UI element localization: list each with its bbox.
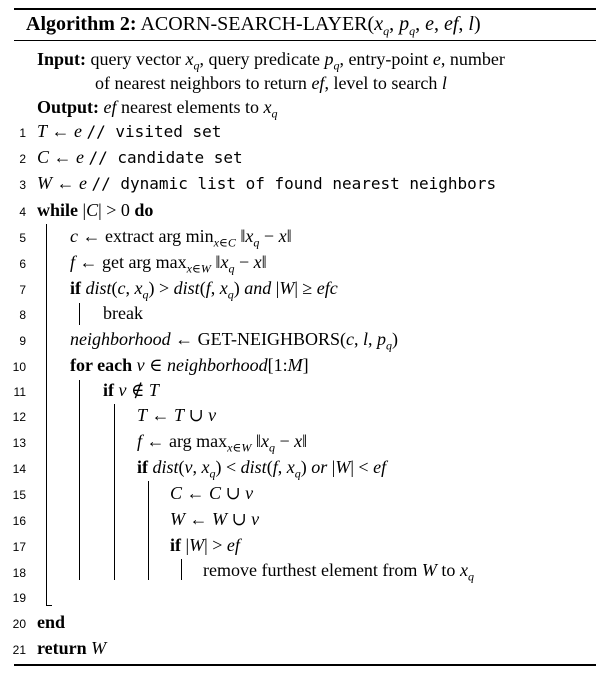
input-label: Input: [37,49,87,69]
top-rule [14,8,596,10]
algorithm-args: ($x_q$, $p_q$, e, ef, l) [367,13,481,38]
line-number: 17 [12,540,26,554]
input-line-2 [95,73,447,94]
code-line-5: c ← extract arg $\min_{x\in C}$ $‖x_q$ − x‖ [70,226,292,250]
code-line-9: neighborhood ← GET-NEIGHBORS(c, l, $p_q$) [70,329,399,353]
line-number: 2 [19,152,26,166]
code-line-12: T ← T ∪ v [137,405,217,425]
line-number: 21 [12,643,26,657]
line-number: 7 [19,283,26,297]
line-number: 18 [12,566,26,580]
line-number: 10 [12,360,26,374]
if-visited-block-bar [114,404,115,580]
algorithm-caption [26,13,481,39]
code-line-4: while |C| > 0 do [37,200,154,220]
code-line-7: if dist(c, $x_q$) > dist(f, $x_q$) and |W| ≥ efc [70,278,338,302]
line-number: 5 [19,231,26,245]
if-overflow-block-bar [181,559,182,580]
line-number: 8 [19,308,26,322]
algorithm-label: Algorithm 2: [26,13,137,35]
output-line [37,97,277,122]
code-line-15: C ← C ∪ v [170,483,254,503]
code-line-10: for each v ∈ neighborhood[1:M] [70,355,309,375]
if-break-block-bar [79,303,80,325]
caption-rule [14,40,596,41]
code-line-14: if dist(v, $x_q$) < dist(f, $x_q$) or |W| < ef [137,457,387,481]
code-line-17: if |W| > ef [170,535,240,555]
algorithm-name: ACORN-SEARCH-LAYER [140,13,368,35]
code-line-20: end [37,612,66,632]
output-label: Output: [37,97,100,117]
line-number: 13 [12,436,26,450]
line-number: 3 [19,178,26,192]
input-text-2: of nearest neighbors to return ef, level to search l [95,73,447,93]
line-number: 16 [12,514,26,528]
code-line-8: break [103,303,143,323]
code-line-2: C ← e // candidate set [37,147,243,167]
while-block-bar [46,224,47,606]
code-line-13: f ← arg $\max_{x\in W}$ $‖x_q$ − x‖ [137,431,308,455]
line-number: 14 [12,462,26,476]
line-number: 12 [12,410,26,424]
code-line-1: T ← e // visited set [37,121,222,141]
code-line-11: if v ∉ T [103,380,159,400]
code-line-21: return W [37,638,107,658]
line-number: 6 [19,257,26,271]
line-number: 20 [12,617,26,631]
line-number: 15 [12,488,26,502]
line-number: 4 [19,205,26,219]
line-number: 9 [19,334,26,348]
input-text-1: query vector $x_q$, query predicate $p_q$, entry-point e, number [90,49,505,73]
code-line-16: W ← W ∪ v [170,509,260,529]
output-text: ef nearest elements to $x_q$ [103,97,278,121]
line-number: 19 [12,591,26,605]
if-closer-block-bar [148,481,149,580]
input-line-1 [37,49,505,74]
code-line-6: f ← get arg $\max_{x\in W}$ $‖x_q$ − x‖ [70,252,267,276]
line-number: 11 [13,385,26,399]
code-line-3: W ← e // dynamic list of found nearest neighbors [37,173,497,193]
line-number: 1 [19,126,26,140]
bottom-rule [14,664,596,666]
code-line-18: remove furthest element from W to $x_q$ [203,560,474,584]
while-block-hook [46,605,52,606]
for-block-bar [79,380,80,580]
